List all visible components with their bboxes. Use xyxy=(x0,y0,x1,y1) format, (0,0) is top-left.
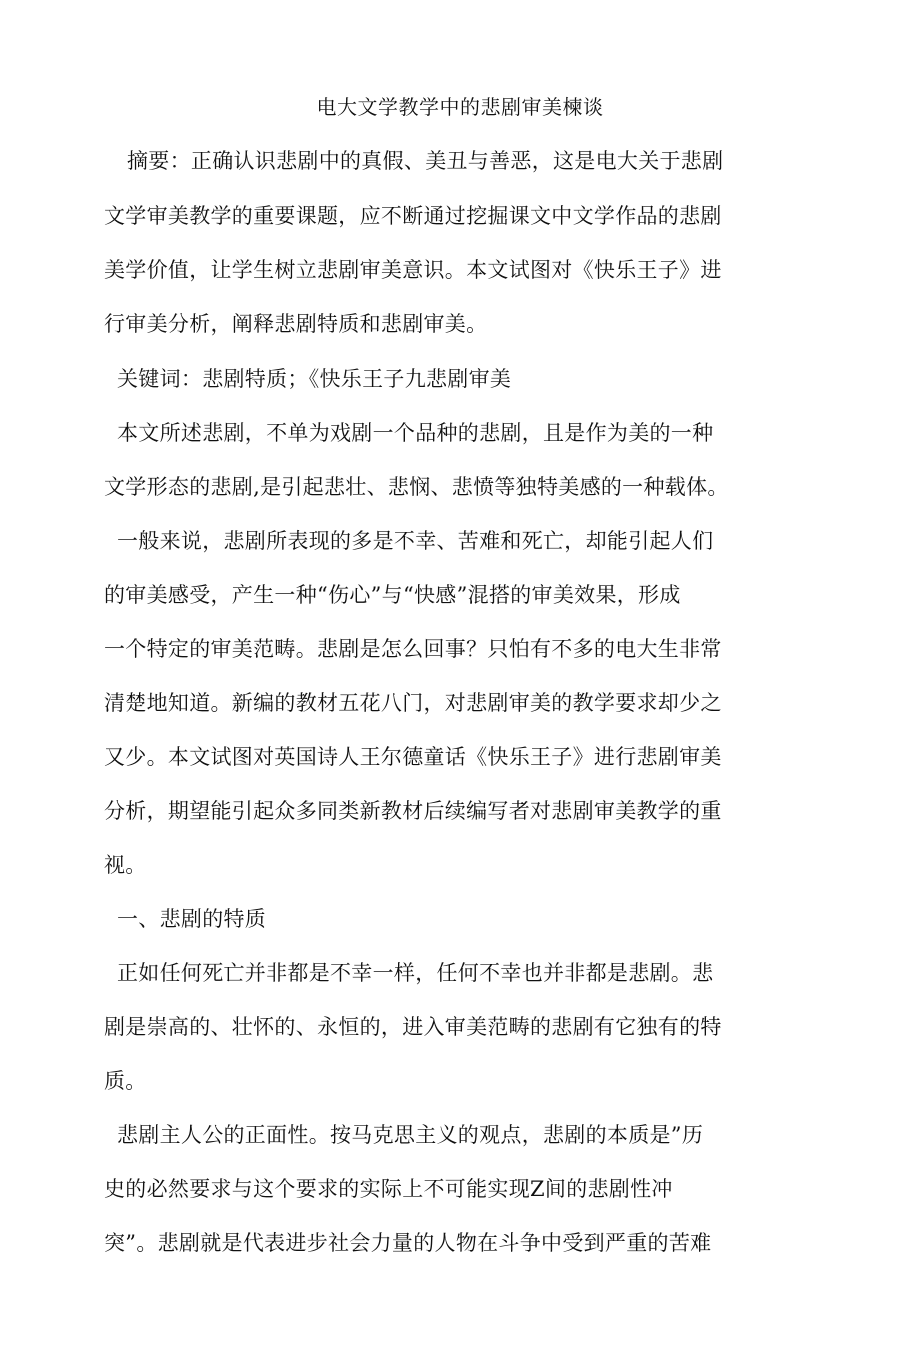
abstract-line-4: 行审美分析，阐释悲剧特质和悲剧审美。 xyxy=(104,312,488,336)
body-line-11: 剧是崇高的、壮怀的、永恒的，进入审美范畴的悲剧有它独有的特 xyxy=(104,1015,722,1039)
body-line-12: 质。 xyxy=(104,1069,147,1093)
body-line-4: 的审美感受，产生一种“伤心”与“快感”混搭的审美效果，形成 xyxy=(104,583,681,607)
body-line-5: 一个特定的审美范畴。悲剧是怎么回事？只怕有不多的电大生非常 xyxy=(104,637,722,661)
abstract-line-2: 文学审美教学的重要课题，应不断通过挖掘课文中文学作品的悲剧 xyxy=(104,204,722,228)
section-heading: 一、悲剧的特质 xyxy=(117,907,267,931)
body-line-9: 视。 xyxy=(104,853,147,877)
abstract-line-3: 美学价值，让学生树立悲剧审美意识。本文试图对《快乐王子》进 xyxy=(104,258,722,282)
body-line-8: 分析，期望能引起众多同类新教材后续编写者对悲剧审美教学的重 xyxy=(104,799,722,823)
body-line-13: 悲剧主人公的正面性。按马克思主义的观点，悲剧的本质是”历 xyxy=(117,1123,704,1147)
abstract-line-1: 摘要：正确认识悲剧中的真假、美丑与善恶，这是电大关于悲剧 xyxy=(127,149,724,173)
keywords-line: 关键词：悲剧特质；《快乐王子九悲剧审美 xyxy=(117,367,512,391)
body-line-15: 突”。悲剧就是代表进步社会力量的人物在斗争中受到严重的苦难 xyxy=(104,1231,712,1255)
body-line-2: 文学形态的悲剧,是引起悲壮、悲悯、悲愤等独特美感的一种载体。 xyxy=(104,475,729,499)
body-line-3: 一般来说，悲剧所表现的多是不幸、苦难和死亡，却能引起人们 xyxy=(117,529,714,553)
body-line-7: 又少。本文试图对英国诗人王尔德童话《快乐王子》进行悲剧审美 xyxy=(104,745,722,769)
body-line-6: 清楚地知道。新编的教材五花八门，对悲剧审美的教学要求却少之 xyxy=(104,691,722,715)
document-title: 电大文学教学中的悲剧审美楝谈 xyxy=(316,95,604,119)
body-line-1: 本文所述悲剧，不单为戏剧一个品种的悲剧，且是作为美的一种 xyxy=(117,421,714,445)
body-line-10: 正如任何死亡并非都是不幸一样，任何不幸也并非都是悲剧。悲 xyxy=(117,961,714,985)
body-line-14: 史的必然要求与这个要求的实际上不可能实现Z间的悲剧性冲 xyxy=(104,1177,673,1201)
